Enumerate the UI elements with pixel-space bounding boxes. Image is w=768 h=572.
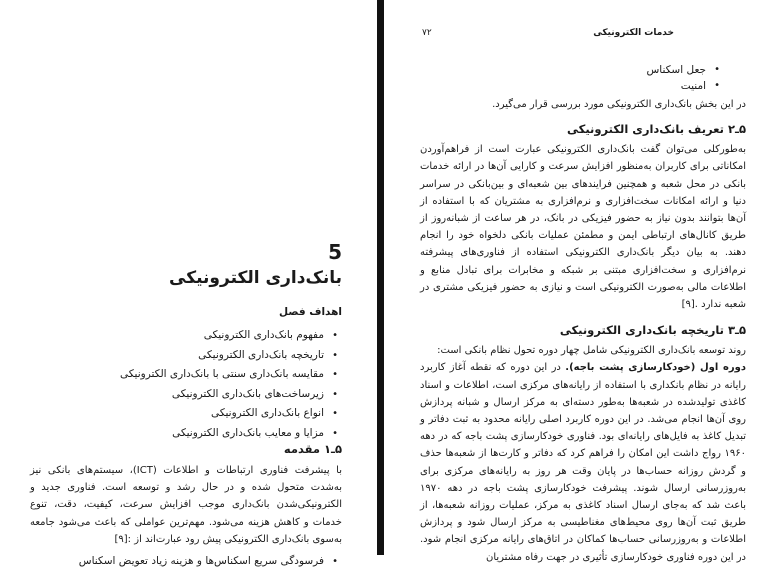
lead-sentence: در این بخش بانک‌داری الکترونیکی مورد بررسی قرار می‌گیرد. — [492, 99, 746, 110]
definition-text: به‌طورکلی می‌توان گفت بانک‌داری الکترونیکی عبارت است از فراهم‌آوردن امکاناتی برای کاربران به‌منظور افزایش سرعت و کارایی آن‌ها در ارائه خدمات بانکی در محل شعبه و همچنین فرایندهای بین شعبه‌ای و بین‌بانکی در سراسر دنیا و ارائه امکانات سخت‌افزاری و نرم‌افزاری به مشتریان که با استفاده از آن‌ها بتوانند بدون نیاز به حضور فیزیکی در بانک، در هر ساعت از شبانه‌روز از طریق کانال‌های ارتباطی ایمن و مطمئن عملیات بانکی دلخواه خود را انجام دهند. به بیان دیگر بانک‌داری الکترونیکی استفاده از فناوری‌های پیشرفته نرم‌افزاری و سخت‌افزاری مبتنی بر شبکه و مخابرات برای تبادل منابع و اطلاعات مالی به‌صورت الکترونیکی است و نیازی به حضور فیزیکی مشتری در شعبه ندارد — [420, 144, 746, 311]
top-bullet: • امنیت — [420, 78, 706, 94]
section-title-history: ۵ـ۳ تاریخچه بانک‌داری الکترونیکی — [559, 323, 746, 338]
objective-item: • انواع بانک‌داری الکترونیکی — [24, 404, 324, 424]
right-page — [384, 0, 768, 563]
right-content — [420, 62, 746, 566]
top-bullets — [420, 62, 746, 94]
intro-paragraph — [30, 462, 342, 548]
intro-text: با پیشرفت فناوری ارتباطات و اطلاعات (ICT)، سیستم‌های بانکی نیز به‌شدت متحول شده و در حال رشد و توسعه است. فناوری جدید و الکترونیکی‌شدن بانک‌داری موجب افزایش سرعت، کیفیت، دقت، تنوع خدمات و کاهش هزینه می‌شود. مهم‌ترین عواملی که باعث می‌شود جامعه به‌سوی بانک‌داری الکترونیکی پیش رود عبارت‌اند از — [30, 465, 343, 545]
objective-item: • زیرساخت‌های بانک‌داری الکترونیکی — [24, 385, 324, 405]
history-intro: روند توسعه بانک‌داری الکترونیکی شامل چهار دوره تحول نظام بانکی است: — [437, 345, 746, 357]
page-number: ۷۲ — [422, 28, 432, 38]
history-term: دوره اول (خودکارسازی پشت باجه). — [565, 362, 746, 374]
intro-bullets — [30, 552, 342, 572]
top-bullet: • جعل اسکناس — [420, 62, 706, 78]
intro-bullet: • فرسودگی سریع اسکناس‌ها و هزینه زیاد تعویض اسکناس — [30, 552, 324, 572]
definition-paragraph — [420, 141, 746, 313]
objective-item: • مزایا و معایب بانک‌داری الکترونیکی — [24, 424, 324, 444]
objectives-heading: اهداف فصل — [279, 306, 342, 318]
history-paragraph — [420, 359, 746, 565]
chapter-title: بانک‌داری الکترونیکی — [169, 268, 342, 288]
objectives-list — [24, 326, 342, 443]
definition-ref: [۹]. — [681, 299, 698, 311]
running-title: خدمات الکترونیکی — [593, 28, 674, 38]
intro-ref: [۹]: — [114, 533, 132, 545]
section-title-intro: ۵ـ۱ مقدمه — [283, 442, 342, 456]
left-page — [0, 0, 378, 568]
book-gutter — [377, 0, 384, 555]
intro-block — [30, 462, 342, 572]
objective-item: • مقایسه بانک‌داری سنتی با بانک‌داری الکترونیکی — [24, 365, 324, 385]
objective-item: • تاریخچه بانک‌داری الکترونیکی — [24, 346, 324, 366]
chapter-number: 5 — [328, 240, 342, 264]
history-text: در این دوره که نقطه آغاز کاربرد رایانه در نظام بانکداری با استفاده از رایانه‌های مرکزی است، اطلاعات و اسناد کاغذی تولیدشده در شعبه‌ها به‌طور دسته‌ای به مرکز ارسال و شبانه پردازش روی آن‌ها انجام می‌شد. در این دوره کاربرد اصلی رایانه محدود به ثبت دفاتر و تبدیل کاغذ به فایل‌های رایانه‌ای بود. فناوری خودکارسازی پشت باجه که در دهه ۱۹۶۰ رواج داشت این امکان را فراهم کرد که دفاتر و کارت‌ها از شعبه‌ها حذف و گردش روزانه حساب‌ها در پایان وقت هر روز به رایانه‌های مرکزی برای به‌روزرسانی ارسال شوند. پیشرفت خودکارسازی پشت باجه در دهه ۱۹۷۰ باعث شد که به‌جای ارسال اسناد کاغذی به مرکز، عملیات روزانه شعبه‌ها، از طریق ثبت آن‌ها روی محیط‌های مغناطیسی به مرکز ارسال شود و پردازش اطلاعات و به‌روزرسانی حساب‌ها کماکان در اتاق‌های رایانه مرکزی انجام شود. در این دوره فناوری خودکارسازی تأثیری در جهت رفاه مشتریان — [420, 362, 746, 563]
objective-item: • مفهوم بانک‌داری الکترونیکی — [24, 326, 324, 346]
section-title-definition: ۵ـ۲ تعریف بانک‌داری الکترونیکی — [567, 122, 746, 137]
running-header — [422, 28, 750, 44]
